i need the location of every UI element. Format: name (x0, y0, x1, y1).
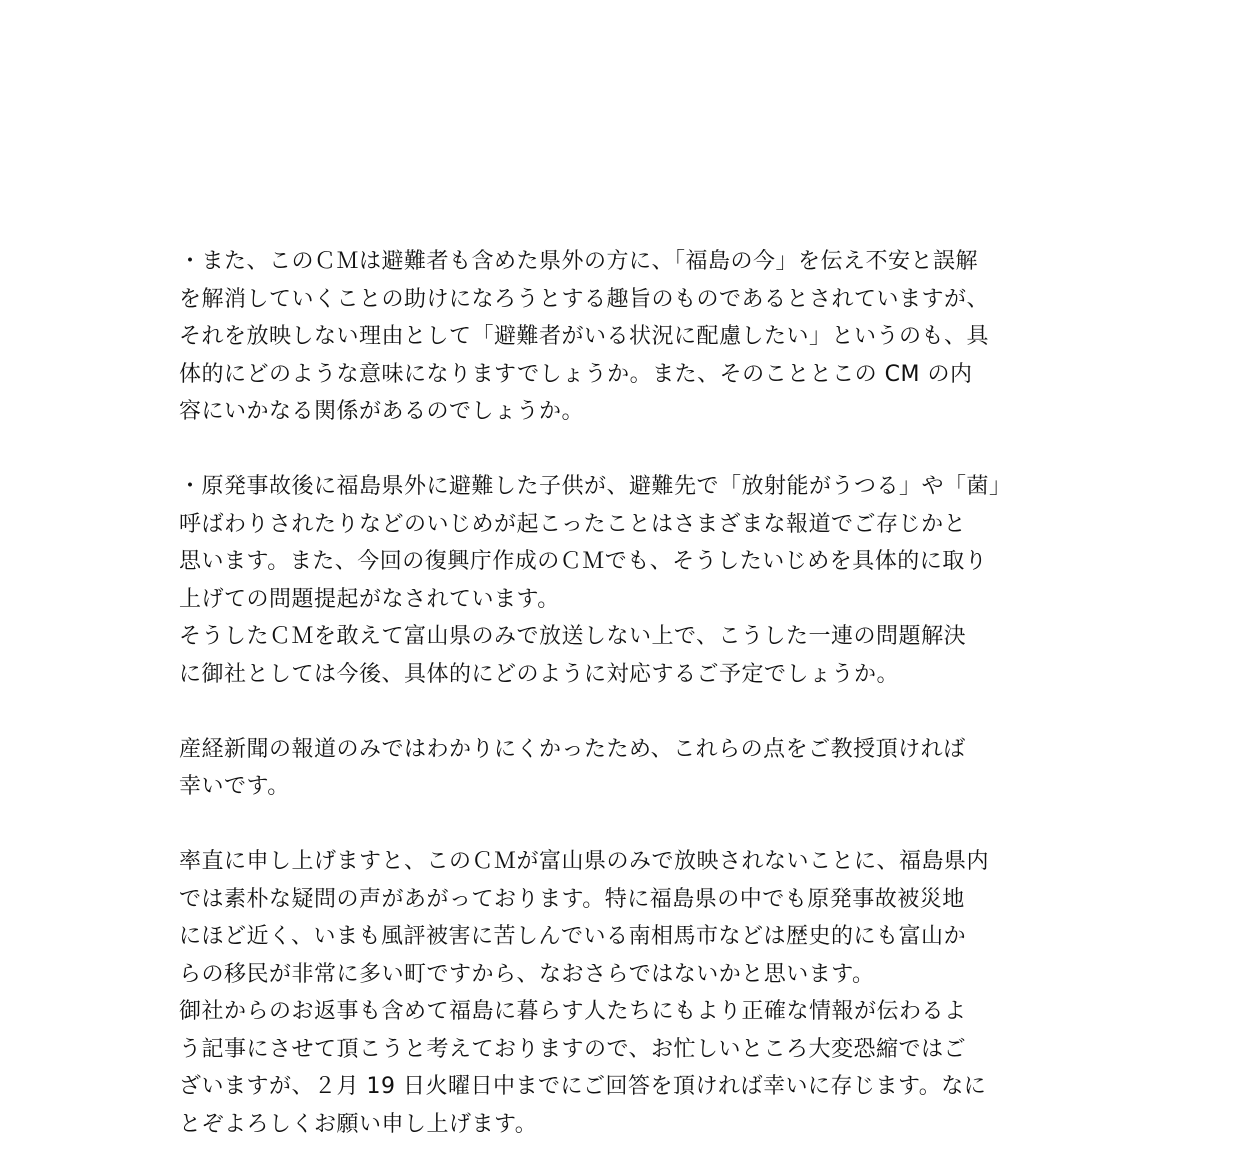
letter-body (179, 243, 1079, 1143)
text-line: にほど近く、いまも風評被害に苦しんでいる南相馬市などは歴史的にも富山か (179, 924, 967, 949)
text-line: う記事にさせて頂こうと考えておりますので、お忙しいところ大変恐縮ではご (179, 1036, 967, 1062)
text-line: らの移民が非常に多い町ですから、なおさらではないかと思います。 (179, 961, 875, 987)
paragraph-request (179, 731, 1079, 806)
text-line: 上げての問題提起がなされています。 (179, 586, 560, 612)
text-line: に御社としては今後、具体的にどのように対応するご予定でしょうか。 (179, 661, 900, 687)
text-line: それを放映しない理由として「避難者がいる状況に配慮したい」というのも、具 (179, 324, 990, 349)
text-line: を解消していくことの助けになろうとする趣旨のものであるとされていますが、 (179, 286, 990, 312)
text-line: 思います。また、今回の復興庁作成のＣＭでも、そうしたいじめを具体的に取り (179, 549, 988, 574)
paragraph-cm-purpose (179, 243, 1079, 431)
paragraph-gap (179, 431, 1079, 469)
text-line: 容にいかなる関係があるのでしょうか。 (179, 399, 585, 424)
paragraph-gap (179, 693, 1079, 731)
text-line: では素朴な疑問の声があがっております。特に福島県の中でも原発事故被災地 (179, 886, 965, 912)
text-line: 御社からのお返事も含めて福島に暮らす人たちにもより正確な情報が伝わるよ (179, 999, 967, 1024)
text-line: 産経新聞の報道のみではわかりにくかったため、これらの点をご教授頂ければ (179, 736, 966, 762)
text-line: 呼ばわりされたりなどのいじめが起こったことはさまざまな報道でご存じかと (179, 511, 967, 537)
text-line: ・原発事故後に福島県外に避難した子供が、避難先で「放射能がうつる」や「菌」 (179, 474, 1012, 499)
text-line: そうしたＣＭを敢えて富山県のみで放送しない上で、こうした一連の問題解決 (179, 624, 967, 649)
paragraph-gap (179, 806, 1079, 844)
text-line: 幸いです。 (179, 774, 290, 799)
text-line: ・また、このＣＭは避難者も含めた県外の方に、「福島の今」を伝え不安と誤解 (179, 249, 979, 274)
text-line: とぞよろしくお願い申し上げます。 (179, 1111, 538, 1137)
text-line: ざいますが、２月 19 日火曜日中までにご回答を頂ければ幸いに存じます。なに (179, 1074, 987, 1099)
paragraph-bullying-question (179, 468, 1079, 693)
text-line: 体的にどのような意味になりますでしょうか。また、そのこととこの CM の内 (179, 361, 973, 387)
paragraph-closing (179, 843, 1079, 1143)
text-line: 率直に申し上げますと、このＣＭが富山県のみで放映されないことに、福島県内 (179, 849, 990, 874)
